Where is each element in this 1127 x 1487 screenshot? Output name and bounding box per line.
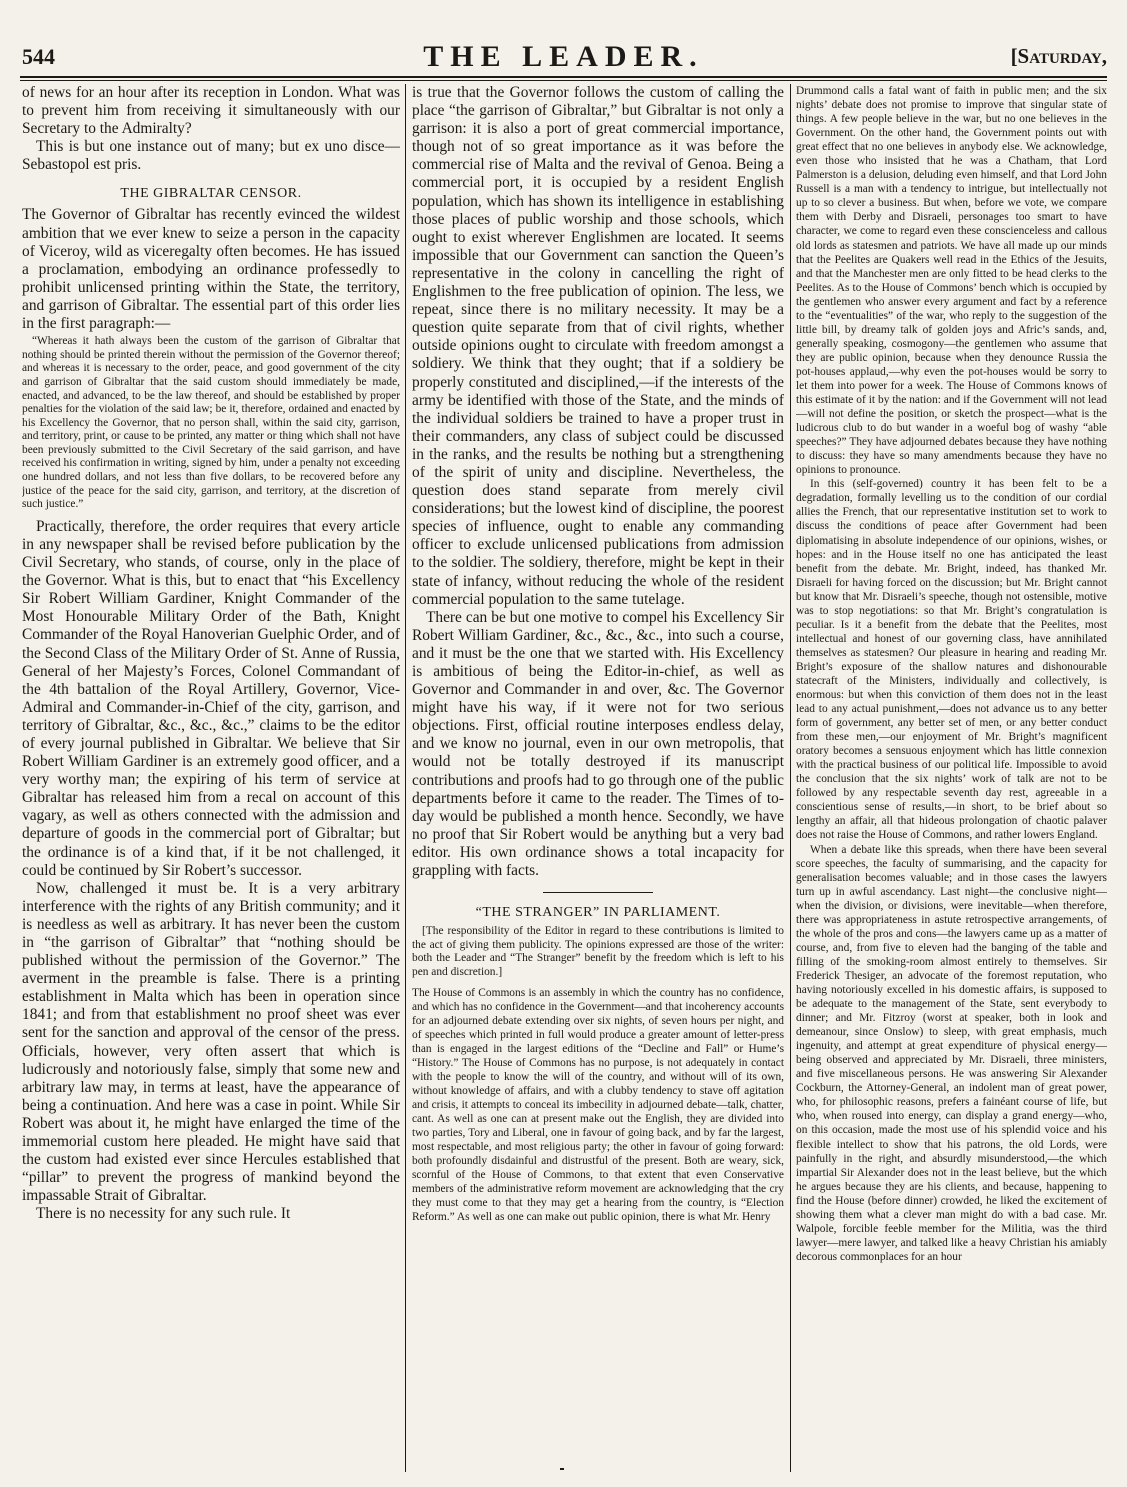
masthead-title: THE LEADER. <box>423 40 704 73</box>
article-paragraph: The Governor of Gibraltar has recently evinced the wildest ambition that we ever knew to seize a person in the capacity of Viceroy, wild as viceregalty often becomes. He has issued a proclamation, embodying an ordinance professedly to prohibit unlicensed printing within the State, the territory, and garrison of Gibraltar. The essential part of this order lies in the first paragraph:— <box>22 206 400 333</box>
intro-paragraph-2: This is but one instance out of many; but ex uno disce—Sebastopol est pris. <box>22 138 400 174</box>
article-paragraph: Now, challenged it must be. It is a very arbitrary interference with the rights of any British community; and it is needless as well as arbitrary. It has never been the custom in “the garrison of Gibraltar” that “nothing should be published without the permission of the Governor.” The averment in the preamble is false. There is a printing establishment in Malta which has been in operation since 1841; and from that establishment no proof sheet was ever sent for the sanction and approval of the censor of the press. Officials, however, very often assert that which is ludicrously and notoriously false, simply that some new and arbitrary law may, in terms at least, have the appearance of being a continuation. And here was a case in point. While Sir Robert was about it, he might have enlarged the time of the immemorial custom here pleaded. He might have said that the custom had existed ever since Hercules established that “pillar” to prevent the progress of mankind beyond the impassable Strait of Gibraltar. <box>22 879 400 1205</box>
article-paragraph: There is no necessity for any such rule. It <box>36 1205 291 1223</box>
section-separator <box>543 892 653 893</box>
article-paragraph: When a debate like this spreads, when there have been several score speeches, the faculty of summarising, and the capacity for generalisation becomes valuable; and in those cases the lawyers turn up in awful ascendancy. Last night—the conclusive night—when the division, or divisions, were inevitable—when therefore, there was appropriateness in astute retrospective arrangements, of the whole of the pros and cons—the lawyers came up as a matter of course, and, from five to eleven had the banging of the table and filling of the smoking-room almost entirely to themselves. Sir Frederick Thesiger, an advocate of the foremost reputation, who having notoriously excelled in his domestic affairs, is supposed to be adequate to the management of the State, sent everybody to dinner; and Mr. Fitzroy (worst at speaker, both in look and demeanour, since Onslow) to sleep, with great emphasis, much ingenuity, and attempt at great expenditure of physical energy—being observed and appreciated by Mr. Disraeli, three ministers, and five miscellaneous persons. He was answering Sir Alexander Cockburn, the Attorney-General, an indolent man of great power, who, for philosophic reasons, prefers a fainéant course of life, but who, when roused into energy, can display a grand energy—who, on this occasion, made the most use of his splendid voice and his flexible intellect to show that his patrons, the old Lords, were painfully in the right, and absurdly misunderstood,—the which impartial Sir Alexander does not in the least believe, but the which he argues because they are his clients, and because, happening to find the House (before dinner) crowded, he liked the excitement of showing them what a clever man might do with a bad case. Mr. Walpole, forcible feeble member for the Militia, was the third lawyer—mere lawyer, and talked like a heavy Christian his amiably decorous commonplaces for an hour <box>796 843 1107 1263</box>
article-headline: “THE STRANGER” IN PARLIAMENT. <box>475 905 721 921</box>
article-headline: THE GIBRALTAR CENSOR. <box>120 186 302 202</box>
article-paragraph: Practically, therefore, the order requires that every article in any newspaper shall be revised before publication by the Civil Secretary, who stands, of course, only in the place of the Governor. What is this, but to enact that “his Excellency Sir Robert William Gardiner, Knight Commander of the Most Honourable Military Order of the Bath, Knight Commander of the Royal Hanoverian Guelphic Order, and of the Second Class of the Military Order of St. Anne of Russia, General of her Majesty’s Forces, Colonel Commandant of the 4th battalion of the Royal Artillery, Governor, Vice-Admiral and Commander-in-Chief of the city, garrison, and territory of Gibraltar, &c., &c., &c.,” claims to be the editor of every journal published in Gibraltar. We believe that Sir Robert William Gardiner is an extremely good officer, and a very worthy man; the expiring of his term of service at Gibraltar has released him from a recal on account of this vagary, as well as others connected with the admission and departure of goods in the commercial port of Gibraltar; but the ordinance is of a kind that, if it be not challenged, it could be continued by Sir Robert’s successor. <box>22 517 400 879</box>
column-3 <box>796 84 1107 1472</box>
column-divider <box>790 84 791 1472</box>
print-mark <box>560 1468 564 1470</box>
header-day: [Saturday, <box>1010 44 1107 68</box>
column-1 <box>22 84 400 1472</box>
editor-note: [The responsibility of the Editor in regard to these contributions is limited to the act of giving them publicity. The opinions expressed are those of the writer: both the Leader and “The Stranger” benefit by the freedom which is left to his pen and discretion.] <box>412 925 784 978</box>
article-paragraph: The House of Commons is an assembly in which the country has no confidence, and which has no confidence in the Government—and that incoherency accounts for an adjourned debate extending over six nights, of seven hours per night, and of speeches which printed in full would produce a greater amount of letter-press than is engaged in the largest editions of the “Decline and Fall” or Hume’s “History.” The House of Commons has no purpose, is not adequately in contact with the people to know the will of the country, and without will of its own, without knowledge of affairs, and with a clubby tendency to stave off agitation and crisis, it attempts to conceal its imbecility in adjourned debate—talk, chatter, cant. As well as one can at present make out the English, they are divided into two parties, Tory and Liberal, one in favour of going back, and by far the largest, most respectable, and most religious party; the other in favour of going forward: both profoundly disdainful and distrustful of the present. Both are weary, sick, scornful of the House of Commons, to that extent that even Conservative members of the administrative reform movement are acknowledging that the cry they must come to that they may get a hearing from the country, is “Election Reform.” As well as one can make out public opinion, there is what Mr. Henry <box>412 986 784 1224</box>
intro-paragraph: of news for an hour after its reception in London. What was to prevent him from receiving it simultaneously with our Secretary to the Admiralty? <box>22 84 400 138</box>
article-paragraph: is true that the Governor follows the custom of calling the place “the garrison of Gibraltar,” but Gibraltar is not only a garrison: it is also a port of great commercial importance, though not of so great importance as it was before the commercial rise of Malta and the revival of Genoa. Being a commercial port, it is occupied by a resident English population, which has shown its intelligence in establishing those places of public worship and those schools, which ought to exist wherever Englishmen are located. It seems impossible that our Government can sanction the Queen’s representative in the colony in cancelling the right of Englishmen to the free publication of opinion. The less, we repeat, since there is no military necessity. It may be a question quite separate from that of civil rights, whether outside opinions ought to circulate with freedom amongst a soldiery. We think that they ought; that if a soldiery be properly constituted and disciplined,—if the interests of the army be identified with those of the State, and the minds of the individual soldiers be trained to have a proper trust in their commanders, any class of subject could be discussed in the ranks, and the results be nothing but a strengthening of the spirit of unity and discipline. Nevertheless, the question does stand separate from merely civil considerations; but the lowest kind of discipline, the poorest species of influence, ought to enable any commanding officer to exclude unlicensed publications from admission to the soldier. The soldiery, therefore, might be kept in their state of infancy, without reducing the whole of the resident commercial population to the same tutelage. <box>412 84 784 608</box>
column-2 <box>412 84 784 1472</box>
header-rule <box>20 76 1107 78</box>
ordinance-quote: “Whereas it hath always been the custom of the garrison of Gibraltar that nothing should be printed therein without the permission of the Governor thereof; and whereas it is necessary to the order, peace, and good government of the city and garrison of Gibraltar that the said custom should immediately be made, enacted, and advanced, to be the law thereof, and should be established by proper penalties for the violation of the said law; be it, therefore, ordained and enacted by his Excellency the Governor, that no person shall, within the said city, garrison, and territory, print, or cause to be printed, any matter or thing which shall not have been previously submitted to the Civil Secretary of the said garrison, and have received his confirmation in writing, signed by him, under a penalty not exceeding one hundred dollars, and not less than five dollars, to be recovered before any justice of the peace for the said city, garrison, and territory, at the discretion of such justice.” <box>22 335 400 511</box>
page-number: 544 <box>22 44 55 69</box>
page-header <box>20 38 1107 74</box>
article-paragraph: Drummond calls a fatal want of faith in public men; and the six nights’ debate does not promise to improve that singular state of things. A few people believe in the war, but no one believes in the Government. On the other hand, the Government points out with great effect that no one believes in anybody else. We acknowledge, even those who insisted that he was a Chatham, that Lord Palmerston is a delusion, deluding even himself, and that Lord John Russell is a man with a tendency to intrigue, but intellectually not up to so clever a business. But when, before we vote, we compare them with Derby and Disraeli, personages too smart to have character, we come to regard even these conscienceless and callous old lords as statesmen and patriots. We have all made up our minds that the Peelites are Quakers well read in the Ethics of the Jesuits, and that the Manchester men are only fitted to be head clerks to the Peelites. As to the House of Commons’ bench which is occupied by the gentlemen who answer every argument and fact by a reference to the “eventualities” of the war, who reply to the suggestion of the little bill, by dreamy talk of golden joys and Afric’s sands, and, generally speaking, cosmogony—the gentlemen who assume that they are public opinion, because when they denounce Russia the pot-houses applaud,—why even the pot-houses would be sorry to let them into power for a week. The House of Commons knows of this estimate of it by the nation: and if the Government will not lead—will not define the position, or sketch the prospect—what is the ludicrous club to do but wander in a woeful bog of washy “able speeches?” They have adjourned debates because they have nothing to discuss: they have so many amendments because they have no opinions to pronounce. <box>796 85 1107 477</box>
column-divider <box>405 84 406 1472</box>
article-paragraph: In this (self-governed) country it has been felt to be a degradation, formally levelling us to the condition of our cordial allies the French, that our representative institution set to work to discuss the conditions of peace after Government had been diplomatising in absolute independence of our opinions, wishes, or hopes: and in the House itself no one has anticipated the least benefit from the debate. Mr. Bright, indeed, has thanked Mr. Disraeli for having forced on the discussion; but Mr. Bright cannot but know that Mr. Disraeli’s speeche, though not ostensible, motive was to stop negotiations: so that Mr. Bright’s congratulation is peculiar. Is it a benefit from the debate that the Peelites, most intellectual and honest of our governing class, have annihilated themselves as statesmen? Our pleasure in hearing and reading Mr. Bright’s exposure of the shallow natures and dishonourable statecraft of the Ministers, individually and collectively, is enormous: but when this conviction of them does not in the least lead to any actual punishment,—does not advance us to any better form of government, any better set of men, or any better conduct from these men,—our enjoyment of Mr. Bright’s magnificent oratory becomes a sensuous enjoyment which has little connexion with the practical business of our political life. Impossible to avoid the conclusion that the six nights’ work of talk are not to be followed by any respectable seventh day rest, agreeable in a conscientious sense of results,—in short, to be brief about so lengthy an affair, all that hideous prolongation of chaotic palaver does not raise the House of Commons, and rather lowers England. <box>796 478 1107 842</box>
header-rule-thin <box>20 80 1107 81</box>
article-paragraph: There can be but one motive to compel his Excellency Sir Robert William Gardiner, &c., &c., &c., into such a course, and it must be the one that we started with. His Excellency is ambitious of being the Editor-in-chief, as well as Governor and Commander in and over, &c. The Governor might have his way, if it were not for two serious objections. First, official routine interposes endless delay, and we know no journal, even in our own metropolis, that would not be totally destroyed if its manuscript contributions and proofs had to go through one of the public departments before it came to the reader. The Times of to-day would be published a month hence. Secondly, we have no proof that Sir Robert would be anything but a very bad editor. His own ordinance shows a total incapacity for grappling with facts. <box>412 608 784 880</box>
